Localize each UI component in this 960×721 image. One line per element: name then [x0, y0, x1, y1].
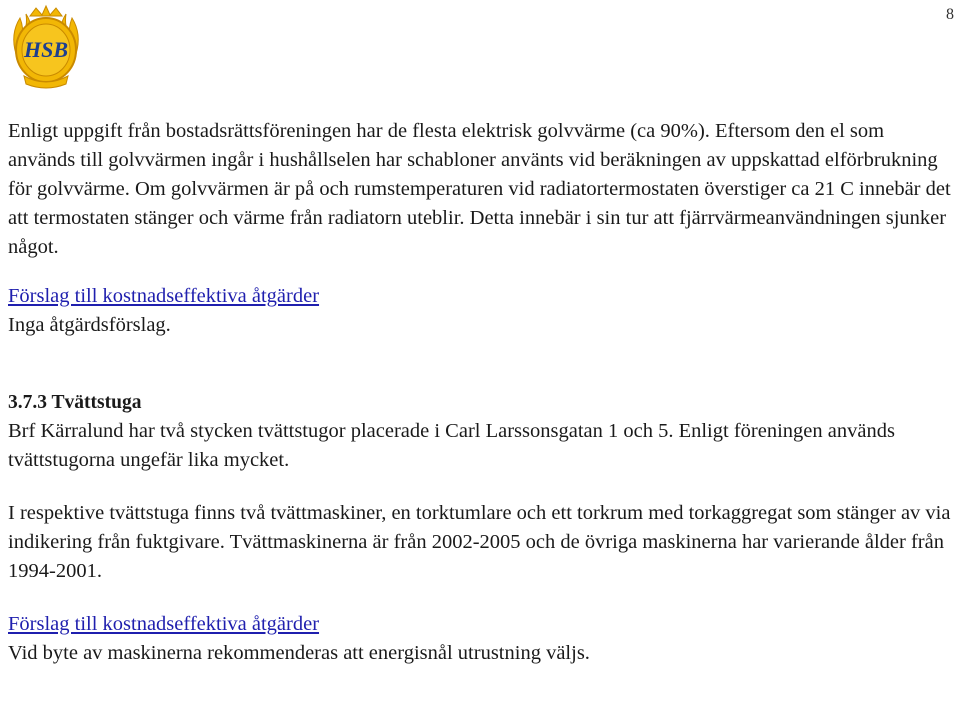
heating-paragraph: Enligt uppgift från bostadsrättsföreningen har de flesta elektrisk golvvärme (ca 90%). Eftersom den el som används till golvvärmen ingår i hushållselen har schabloner använts vid beräkningen av uppskattad elförbrukning för golvvärme. Om golvvärmen är på och rumstemperaturen vid radiatortermostaten överstiger ca 21 C innebär det att termostaten stänger och värme från radiatorn uteblir. Detta innebär i sin tur att fjärrvärmeanvändningen sjunker något. [8, 120, 951, 258]
hsb-logo-icon [6, 4, 86, 90]
hsb-logo [6, 4, 86, 90]
laundry-paragraph-1: Brf Kärralund har två stycken tvättstugor placerade i Carl Larssonsgatan 1 och 5. Enligt föreningen används tvättstugorna ungefär lika mycket. [8, 420, 895, 471]
svg-text:HSB: HSB [23, 37, 69, 62]
proposal-text: Inga åtgärdsförslag. [8, 314, 171, 336]
laundry-paragraph-2: I respektive tvättstuga finns två tvättmaskiner, en torktumlare och ett torkrum med torkaggregat som stänger av via indikering från fuktgivare. Tvättmaskinerna är från 2002-2005 och de övriga maskinerna har varierande ålder från 1994-2001. [8, 502, 951, 582]
document-body [8, 117, 952, 668]
proposal-text: Vid byte av maskinerna rekommenderas att energisnål utrustning väljs. [8, 642, 590, 664]
page-number: 8 [946, 6, 954, 23]
section-heading-laundry: 3.7.3 Tvättstuga [8, 392, 142, 413]
proposal-heading-link[interactable]: Förslag till kostnadseffektiva åtgärder [8, 613, 320, 635]
proposal-heading-link[interactable]: Förslag till kostnadseffektiva åtgärder [8, 285, 320, 307]
